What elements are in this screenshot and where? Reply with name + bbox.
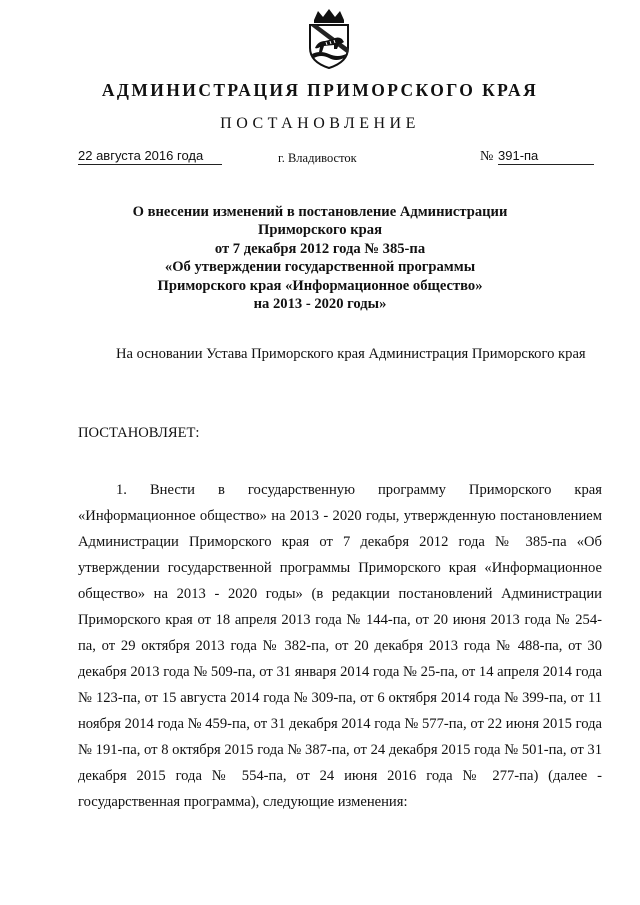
coat-of-arms-tiger-icon — [300, 8, 358, 70]
decree-heading: ПОСТАНОВЛЯЕТ: — [78, 425, 200, 441]
title-line: от 7 декабря 2012 года № 385-па — [214, 240, 426, 257]
item-1-paragraph: 1. Внести в государственную программу Приморского края «Информационное общество» на 2013 - 2020 годы, утвержденную постановлением Администрации Приморского края от 7 декабря 2012 года № 385-па «Об утверждении государственной программы Приморского края «Информационное общество» на 2013 - 2020 годы» (в редакции постановлений Администрации Приморского края от 18 апреля 2013 года № 144-па, от 20 июня 2013 года № 254-па, от 29 октября 2013 года № 382-па, от 20 декабря 2013 года № 488-па, от 30 декабря 2013 года № 509-па, от 31 января 2014 года № 25-па, от 14 апреля 2014 года № 123-па, от 15 августа 2014 года № 309-па, от 6 октября 2014 года № 399-па, от 11 ноября 2014 года № 459-па, от 31 декабря 2014 года № 577-па, от 22 июня 2015 года № 191-па, от 8 октября 2015 года № 387-па, от 24 декабря 2015 года № 501-па, от 31 декабря 2015 года № 554-па, от 24 июня 2016 года № 277-па) (далее - государственная программа), следующие изменения: — [78, 482, 602, 810]
title-line: Приморского края — [258, 222, 382, 239]
title-line: Приморского края «Информационное общество» — [157, 277, 483, 294]
organization-name: АДМИНИСТРАЦИЯ ПРИМОРСКОГО КРАЯ — [101, 80, 539, 100]
number-sign: № — [480, 149, 494, 164]
document-date: 22 августа 2016 года — [78, 148, 222, 165]
document-type: ПОСТАНОВЛЕНИЕ — [220, 115, 420, 132]
document-meta-row — [0, 148, 640, 172]
title-line: О внесении изменений в постановление Администрации — [132, 204, 508, 220]
document-title — [100, 203, 540, 313]
document-city: г. Владивосток — [278, 151, 357, 165]
document-number: 391-па — [498, 148, 594, 165]
basis-paragraph: На основании Устава Приморского края Администрация Приморского края — [116, 346, 586, 362]
title-line: «Об утверждении государственной программы — [164, 259, 476, 276]
title-line: на 2013 - 2020 годы» — [253, 296, 387, 313]
